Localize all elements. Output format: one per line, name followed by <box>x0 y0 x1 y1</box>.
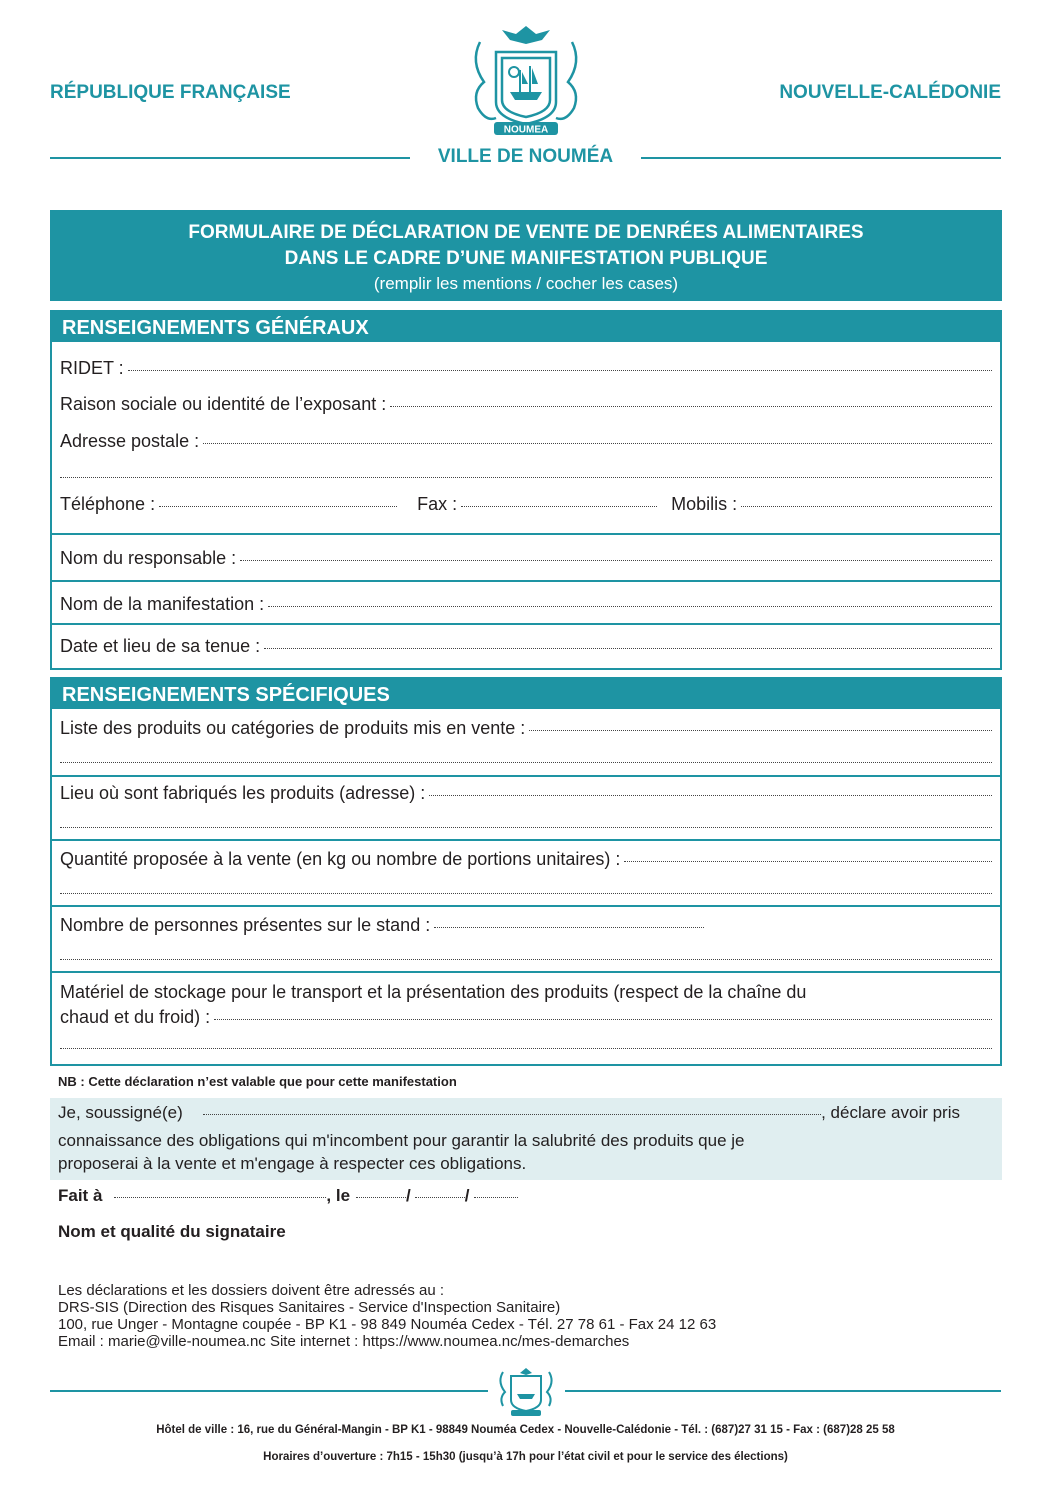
date-month-input-line[interactable] <box>415 1196 465 1198</box>
divider <box>52 623 1000 625</box>
date-year-input-line[interactable] <box>474 1196 518 1198</box>
declaration-box <box>50 1098 1002 1180</box>
ridet-label: RIDET : <box>60 358 124 378</box>
personnes-label: Nombre de personnes présentes sur le stand : <box>60 915 431 935</box>
section-specific <box>50 677 1002 1066</box>
materiel-input-line-2[interactable] <box>60 1048 992 1049</box>
raison-input-line[interactable] <box>390 405 992 407</box>
declaration-line2: connaissance des obligations qui m'incombent pour garantir la salubrité des produits que je <box>58 1131 745 1150</box>
produits-label: Liste des produits ou catégories de produits mis en vente : <box>60 718 526 738</box>
declaration-first-line <box>58 1103 960 1123</box>
footer-crest-logo <box>493 1366 559 1418</box>
lieu-input-line-2[interactable] <box>60 827 992 828</box>
mobilis-input-line[interactable] <box>741 505 992 507</box>
form-title-line1: FORMULAIRE DE DÉCLARATION DE VENTE DE DENRÉES ALIMENTAIRES <box>188 222 864 243</box>
form-title-box <box>50 210 1002 301</box>
fait-lieu-input-line[interactable] <box>114 1196 326 1198</box>
date-sep-2: / <box>464 1186 470 1205</box>
manifestation-input-line[interactable] <box>268 605 992 607</box>
mobilis-label: Mobilis : <box>671 494 738 514</box>
lieu-label: Lieu où sont fabriqués les produits (adresse) : <box>60 783 426 803</box>
declaration-end: , déclare avoir pris <box>821 1103 960 1122</box>
materiel-label-line2: chaud et du froid) : <box>60 1007 211 1027</box>
quantite-field[interactable] <box>60 849 992 870</box>
declaration-start: Je, soussigné(e) <box>58 1103 183 1122</box>
quantite-input-line-2[interactable] <box>60 893 992 894</box>
materiel-input-line[interactable] <box>214 1018 992 1020</box>
header-right: NOUVELLE-CALÉDONIE <box>779 82 1001 103</box>
divider <box>52 533 1000 535</box>
produits-input-line-2[interactable] <box>60 762 992 763</box>
declaration-line3: proposerai à la vente et m'engage à respecter ces obligations. <box>58 1154 527 1173</box>
city-crest-logo <box>460 22 592 140</box>
materiel-field[interactable] <box>60 1007 992 1028</box>
fait-row <box>58 1186 518 1206</box>
address-line4[interactable]: Email : marie@ville-noumea.nc Site internet : https://www.noumea.nc/mes-demarches <box>58 1333 630 1350</box>
date-lieu-field[interactable] <box>60 636 992 657</box>
signature-label: Nom et qualité du signataire <box>58 1222 286 1241</box>
fax-input-line[interactable] <box>461 505 657 507</box>
soussigne-input-line[interactable] <box>203 1113 821 1115</box>
form-title-line2: DANS LE CADRE D’UNE MANIFESTATION PUBLIQUE <box>284 248 768 269</box>
adresse-input-line[interactable] <box>203 442 992 444</box>
section-general <box>50 310 1002 670</box>
adresse-label: Adresse postale : <box>60 431 200 451</box>
personnes-field[interactable] <box>60 915 992 936</box>
section-specific-heading: RENSEIGNEMENTS SPÉCIFIQUES <box>52 679 1000 709</box>
nb-note: NB : Cette déclaration n’est valable que pour cette manifestation <box>58 1074 457 1089</box>
personnes-input-line-2[interactable] <box>60 959 992 960</box>
responsable-input-line[interactable] <box>240 559 992 561</box>
ridet-input-line[interactable] <box>128 369 992 371</box>
footer-rule-right <box>565 1390 1001 1392</box>
city-name: VILLE DE NOUMÉA <box>0 146 1051 168</box>
date-sep-1: / <box>406 1186 411 1205</box>
section-general-heading: RENSEIGNEMENTS GÉNÉRAUX <box>52 312 1000 342</box>
footer-horaires: Horaires d’ouverture : 7h15 - 15h30 (jusqu’à 17h pour l’état civil et pour le service des élections) <box>263 1451 788 1463</box>
divider <box>52 775 1000 777</box>
address-block <box>58 1282 716 1350</box>
footer-rule-left <box>50 1390 488 1392</box>
produits-field[interactable] <box>60 718 992 739</box>
footer-hotel-de-ville: Hôtel de ville : 16, rue du Général-Mangin - BP K1 - 98849 Nouméa Cedex - Nouvelle-Calédonie - Tél. : (687)27 31 15 - Fax : (687)28 25 58 <box>156 1424 895 1436</box>
divider <box>52 580 1000 582</box>
header-left: RÉPUBLIQUE FRANÇAISE <box>50 82 291 103</box>
lieu-field[interactable] <box>60 783 992 804</box>
telephone-label: Téléphone : <box>60 494 156 514</box>
divider <box>52 839 1000 841</box>
quantite-input-line[interactable] <box>624 860 992 862</box>
date-lieu-label: Date et lieu de sa tenue : <box>60 636 261 656</box>
contact-row <box>60 494 992 515</box>
divider <box>52 905 1000 907</box>
divider <box>52 971 1000 973</box>
form-subtitle: (remplir les mentions / cocher les cases) <box>373 274 679 293</box>
date-lieu-input-line[interactable] <box>264 647 992 649</box>
ridet-field[interactable] <box>60 358 992 379</box>
address-line1: Les déclarations et les dossiers doivent être adressés au : <box>58 1282 445 1299</box>
manifestation-field[interactable] <box>60 594 992 615</box>
manifestation-label: Nom de la manifestation : <box>60 594 265 614</box>
fait-label: Fait à <box>58 1186 103 1205</box>
fax-label: Fax : <box>417 494 458 514</box>
produits-input-line[interactable] <box>529 729 992 731</box>
adresse-field[interactable] <box>60 431 992 452</box>
materiel-label-row <box>60 982 992 1003</box>
raison-label: Raison sociale ou identité de l’exposant : <box>60 394 387 414</box>
address-line3: 100, rue Unger - Montagne coupée - BP K1 - 98 849 Nouméa Cedex - Tél. 27 78 61 - Fax 24 12 63 <box>58 1316 717 1333</box>
raison-field[interactable] <box>60 394 992 415</box>
adresse-input-line-2[interactable] <box>60 477 992 478</box>
address-line2: DRS-SIS (Direction des Risques Sanitaires - Service d'Inspection Sanitaire) <box>58 1299 561 1316</box>
logo-text: NOUMEA <box>503 124 549 136</box>
quantite-label: Quantité proposée à la vente (en kg ou nombre de portions unitaires) : <box>60 849 621 869</box>
date-day-input-line[interactable] <box>356 1196 406 1198</box>
responsable-field[interactable] <box>60 548 992 569</box>
responsable-label: Nom du responsable : <box>60 548 237 568</box>
lieu-input-line[interactable] <box>429 794 992 796</box>
telephone-input-line[interactable] <box>159 505 397 507</box>
materiel-label-line1: Matériel de stockage pour le transport et la présentation des produits (respect de la chaîne du <box>60 982 807 1002</box>
personnes-input-line[interactable] <box>434 926 704 928</box>
fait-le-label: , le <box>326 1186 351 1205</box>
